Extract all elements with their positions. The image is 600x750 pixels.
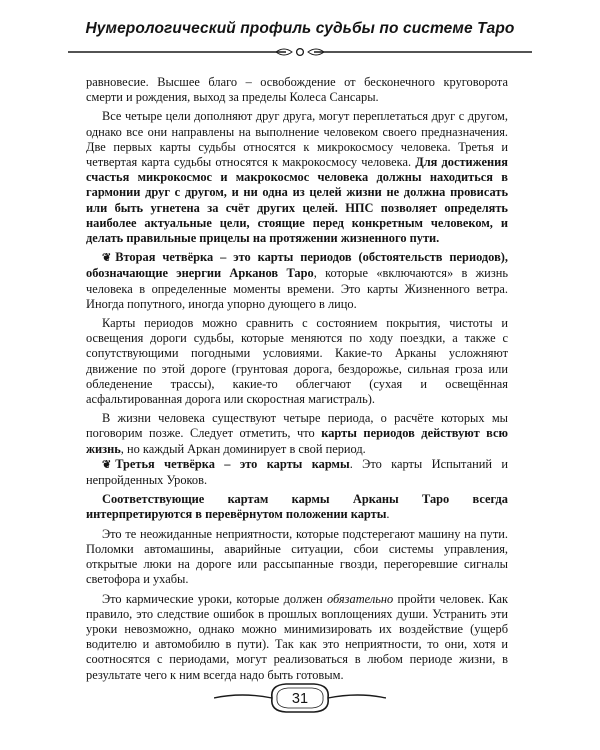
- main-text-column: [86, 75, 508, 683]
- paragraph-karma-inverted: Соответствующие картам кармы Арканы Таро всегда интерпретируются в перевёрнутом положении карты.: [86, 492, 508, 522]
- paragraph-third-four: ❦ Третья четвёрка – это карты кармы. Это карты Испытаний и непройденных Уроков.: [86, 456, 508, 488]
- emphasis-karma-cards: Третья четвёрка – это карты кармы: [115, 456, 350, 471]
- emphasis-periods-lifelong: карты периодов действуют всю жизнь: [86, 426, 508, 456]
- running-header-title: Нумерологический профиль судьбы по системе Таро: [85, 20, 515, 37]
- emphasis-period-cards: Вторая четвёрка – это карты периодов (обстоятельств периодов), обозначающие энергии Арканов Таро: [86, 250, 508, 281]
- paragraph-unexpected-troubles: Это те неожиданные неприятности, которые подстерегают машину на пути. Поломки автомашины, аварийные ситуации, сбои системы управления, открытые люки на дороге или рассыпанные гвозди, перегоревшие сигналы светофора и ухабы.: [86, 526, 508, 587]
- emphasis-harmony: Для достижения счастья микрокосмос и макрокосмос человека должны находиться в гармонии друг с другом, и ни одна из целей жизни не должна провисать или быть угнетена за счёт других целей. НПС позволяет определять наиболее актуальные цели, стоящие перед конкретным человеком, и делать правильные прицелы на протяжении жизненного пути.: [86, 155, 508, 246]
- header-divider-ornament: [68, 45, 532, 59]
- emphasis-obligatory: обязательно: [326, 591, 394, 606]
- paragraph-four-goals: Все четыре цели дополняют друг друга, могут переплетаться друг с другом, однако все они направлены на выполнение человеком своего предназначения. Две первых карты судьбы относятся к микрокосмосу человека. Третья и четвертая карта судьбы относятся к макрокосмосу человека. Для достижения счастья микрокосмос и макрокосмос человека должны находиться в гармонии друг с другом, и ни одна из целей жизни не должна провисать или быть угнетена за счёт других целей. НПС позволяет определять наиболее актуальные цели, стоящие перед конкретным человеком, и делать правильные прицелы на протяжении жизненного пути.: [86, 109, 508, 246]
- emphasis-karma-inverted: Соответствующие картам кармы Арканы Таро всегда интерпретируются в перевёрнутом положении карты: [86, 492, 508, 522]
- paragraph-period-comparison: Карты периодов можно сравнить с состоянием покрытия, чистоты и освещения дороги судьбы, которые меняются по ходу поездки, а также с сопутствующими погодными условиями. Какие-то Арканы усложняют движение по этой дороге (грунтовая дорога, бездорожье, сильная гроза или обледенение трассы), какие-то облегчают (сухая и освещённая асфальтированная дорога или скоростная магистраль).: [86, 316, 508, 407]
- fleuron-bullet-icon: ❦: [102, 458, 112, 471]
- paragraph-karmic-lessons: Это кармические уроки, которые должен обязательно пройти человек. Как правило, это следствие ошибок в прошлых воплощениях души. Устранить эти уроки невозможно, однако можно минимизировать их воздействие (ущерб водителю и автомобилю в пути). Так как это неприятности, то они, хотя и соотносятся с периодами, могут реализоваться в любом периоде жизни, в результате чего к ним всегда надо быть готовым.: [86, 591, 508, 682]
- page-number: 31: [291, 691, 309, 707]
- paragraph-continued: равновесие. Высшее благо – освобождение от бесконечного круговорота смерти и рождения, выход за пределы Колеса Сансары.: [86, 75, 508, 105]
- fleuron-bullet-icon: ❦: [102, 252, 112, 265]
- paragraph-four-periods: В жизни человека существуют четыре периода, о расчёте которых мы поговорим позже. Следует отметить, что карты периодов действуют всю жизнь, но каждый Аркан доминирует в свой период.: [86, 411, 508, 456]
- paragraph-second-four: ❦ Вторая четвёрка – это карты периодов (обстоятельств периодов), обозначающие энергии Арканов Таро, которые «включаются» в жизнь человека в определенные моменты времени. Это карты Жизненного ветра. Иногда попутного, иногда упорно дующего в лицо.: [86, 250, 508, 311]
